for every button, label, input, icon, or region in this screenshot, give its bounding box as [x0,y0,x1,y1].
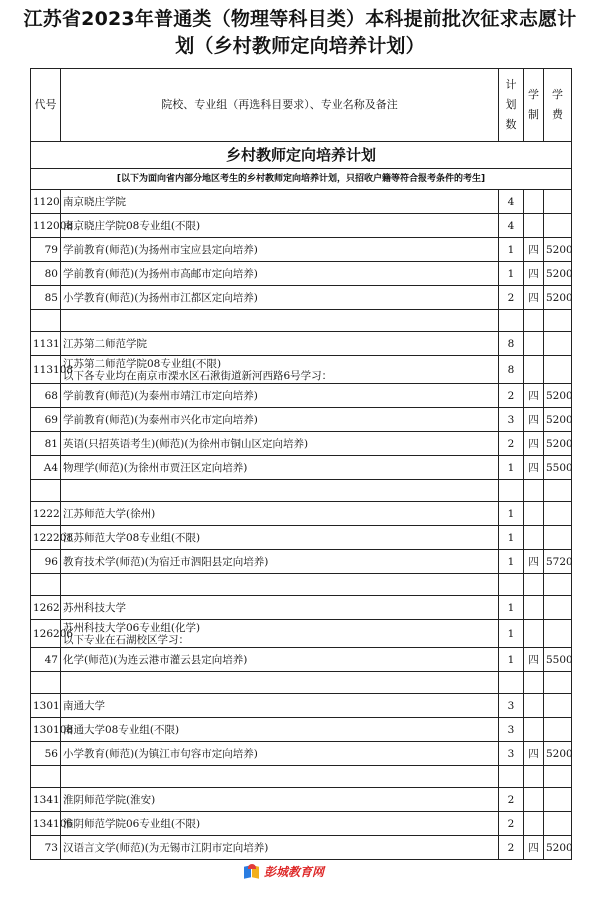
cell-years [524,812,544,836]
blank-row [31,672,572,694]
blank-cell [31,766,61,788]
cell-code: 130108 [31,718,61,742]
blank-cell [499,310,524,332]
table-row [31,788,572,812]
blank-cell [61,766,499,788]
cell-name-line: 江苏第二师范学院08专业组(不限) [63,357,222,370]
cell-code: 1222 [31,502,61,526]
cell-code: 1120 [31,190,61,214]
cell-years: 四 [524,836,544,860]
cell-fee: 5200 [544,408,572,432]
blank-cell [544,480,572,502]
blank-cell [499,766,524,788]
blank-cell [524,310,544,332]
cell-name: 江苏师范大学(徐州) [61,502,499,526]
blank-cell [31,574,61,596]
cell-plan: 2 [499,836,524,860]
cell-name-note: 以下专业在石湖校区学习： [63,633,189,646]
table-row [31,356,572,384]
cell-plan: 4 [499,190,524,214]
cell-code: 47 [31,648,61,672]
cell-name: 江苏第二师范学院 [61,332,499,356]
cell-plan: 2 [499,384,524,408]
blank-row [31,574,572,596]
header-years: 学 制 [524,69,544,142]
cell-years [524,694,544,718]
cell-name: 汉语言文学(师范)(为无锡市江阴市定向培养) [61,836,499,860]
table-row [31,620,572,648]
cell-fee [544,332,572,356]
cell-name: 教育技术学(师范)(为宿迁市泗阳县定向培养) [61,550,499,574]
cell-code: 81 [31,432,61,456]
cell-years: 四 [524,238,544,262]
watermark [240,862,328,881]
blank-cell [31,480,61,502]
table-row [31,384,572,408]
title-line-2: 划（乡村教师定向培养计划） [175,35,425,57]
table-row [31,526,572,550]
cell-years [524,718,544,742]
cell-years: 四 [524,408,544,432]
cell-fee: 5500 [544,456,572,480]
blank-row [31,766,572,788]
cell-code: 113108 [31,356,61,384]
blank-cell [499,672,524,694]
section-title-row [31,142,572,169]
cell-fee: 5720 [544,550,572,574]
section-title: 乡村教师定向培养计划 [31,142,572,169]
table-row [31,836,572,860]
cell-fee: 5200 [544,836,572,860]
cell-plan: 1 [499,648,524,672]
table-row [31,812,572,836]
header-code: 代号 [31,69,61,142]
table-row [31,742,572,766]
cell-plan: 1 [499,620,524,648]
cell-fee: 5200 [544,432,572,456]
cell-fee: 5200 [544,742,572,766]
cell-years: 四 [524,742,544,766]
cell-years [524,356,544,384]
table-row [31,648,572,672]
cell-name-line: 苏州科技大学06专业组(化学) [63,621,201,634]
cell-name: 南京晓庄学院 [61,190,499,214]
cell-name: 淮阴师范学院(淮安) [61,788,499,812]
cell-plan: 1 [499,550,524,574]
cell-years: 四 [524,648,544,672]
cell-fee [544,356,572,384]
table-row [31,456,572,480]
cell-name [61,356,499,384]
cell-name: 江苏师范大学08专业组(不限) [61,526,499,550]
table-row [31,332,572,356]
cell-code: 1262 [31,596,61,620]
table-row [31,190,572,214]
cell-name: 淮阴师范学院06专业组(不限) [61,812,499,836]
cell-years [524,502,544,526]
header-fee: 学 费 [544,69,572,142]
cell-plan: 1 [499,262,524,286]
cell-code: 56 [31,742,61,766]
cell-name: 小学教育(师范)(为镇江市句容市定向培养) [61,742,499,766]
table-row [31,550,572,574]
blank-cell [544,574,572,596]
blank-cell [524,672,544,694]
blank-cell [31,672,61,694]
cell-years [524,190,544,214]
cell-fee: 5200 [544,238,572,262]
cell-fee [544,502,572,526]
cell-years: 四 [524,286,544,310]
table-row [31,214,572,238]
cell-years: 四 [524,550,544,574]
cell-name: 南京晓庄学院08专业组(不限) [61,214,499,238]
cell-code: 69 [31,408,61,432]
table-row [31,408,572,432]
cell-plan: 2 [499,432,524,456]
cell-name: 苏州科技大学 [61,596,499,620]
watermark-text: 彭城教育网 [264,865,325,879]
table-row [31,286,572,310]
cell-code: 1341 [31,788,61,812]
cell-fee [544,788,572,812]
cell-plan: 1 [499,526,524,550]
table-row [31,262,572,286]
cell-fee [544,718,572,742]
notice-row [31,169,572,190]
blank-cell [524,766,544,788]
cell-code: 85 [31,286,61,310]
cell-years [524,788,544,812]
cell-fee: 5200 [544,286,572,310]
cell-code: 73 [31,836,61,860]
table-row [31,718,572,742]
cell-years: 四 [524,384,544,408]
cell-plan: 3 [499,694,524,718]
book-logo-icon [244,864,260,880]
cell-years [524,214,544,238]
cell-code: 96 [31,550,61,574]
blank-cell [61,574,499,596]
cell-name: 学前教育(师范)(为扬州市高邮市定向培养) [61,262,499,286]
cell-plan: 2 [499,286,524,310]
cell-fee: 5200 [544,262,572,286]
cell-name [61,620,499,648]
cell-name: 物理学(师范)(为徐州市贾汪区定向培养) [61,456,499,480]
cell-plan: 1 [499,502,524,526]
cell-plan: 1 [499,596,524,620]
cell-code: 68 [31,384,61,408]
cell-code: 112008 [31,214,61,238]
cell-code: 134106 [31,812,61,836]
cell-code: 79 [31,238,61,262]
cell-plan: 2 [499,788,524,812]
cell-fee [544,694,572,718]
cell-plan: 3 [499,742,524,766]
blank-cell [544,310,572,332]
table-row [31,502,572,526]
cell-years [524,526,544,550]
cell-name: 化学(师范)(为连云港市灌云县定向培养) [61,648,499,672]
cell-fee [544,190,572,214]
cell-fee: 5500 [544,648,572,672]
table-row [31,238,572,262]
cell-fee [544,812,572,836]
cell-plan: 3 [499,718,524,742]
table-row [31,432,572,456]
blank-cell [499,574,524,596]
blank-row [31,310,572,332]
cell-code: 80 [31,262,61,286]
cell-fee [544,620,572,648]
cell-plan: 1 [499,456,524,480]
table-header-row [31,69,572,142]
blank-cell [544,766,572,788]
cell-plan: 2 [499,812,524,836]
cell-plan: 8 [499,356,524,384]
cell-name: 小学教育(师范)(为扬州市江都区定向培养) [61,286,499,310]
table-row [31,694,572,718]
blank-cell [61,310,499,332]
cell-name: 学前教育(师范)(为泰州市兴化市定向培养) [61,408,499,432]
blank-cell [544,672,572,694]
cell-name: 学前教育(师范)(为扬州市宝应县定向培养) [61,238,499,262]
document-title [0,0,600,60]
blank-row [31,480,572,502]
cell-plan: 4 [499,214,524,238]
notice-text: [以下为面向省内部分地区考生的乡村教师定向培养计划，只招收户籍等符合报考条件的考生] [31,169,572,190]
cell-code: 1301 [31,694,61,718]
cell-name: 南通大学 [61,694,499,718]
enrollment-plan-table [30,68,572,860]
cell-code: 1131 [31,332,61,356]
cell-plan: 1 [499,238,524,262]
cell-years [524,332,544,356]
cell-code: 122208 [31,526,61,550]
blank-cell [524,480,544,502]
table-row [31,596,572,620]
blank-cell [31,310,61,332]
cell-years: 四 [524,456,544,480]
title-line-1: 江苏省2023年普通类（物理等科目类）本科提前批次征求志愿计 [23,8,577,30]
cell-plan: 3 [499,408,524,432]
cell-name: 学前教育(师范)(为泰州市靖江市定向培养) [61,384,499,408]
cell-fee [544,214,572,238]
cell-years [524,596,544,620]
blank-cell [61,672,499,694]
header-name: 院校、专业组（再选科目要求）、专业名称及备注 [61,69,499,142]
cell-name: 英语(只招英语考生)(师范)(为徐州市铜山区定向培养) [61,432,499,456]
cell-years: 四 [524,432,544,456]
cell-fee [544,596,572,620]
cell-years [524,620,544,648]
blank-cell [61,480,499,502]
cell-name: 南通大学08专业组(不限) [61,718,499,742]
cell-code: A4 [31,456,61,480]
cell-code: 126206 [31,620,61,648]
cell-years: 四 [524,262,544,286]
header-plan: 计 划 数 [499,69,524,142]
cell-plan: 8 [499,332,524,356]
blank-cell [524,574,544,596]
cell-fee: 5200 [544,384,572,408]
blank-cell [499,480,524,502]
cell-fee [544,526,572,550]
cell-name-note: 以下各专业均在南京市溧水区石湫街道新河西路6号学习： [63,369,333,382]
